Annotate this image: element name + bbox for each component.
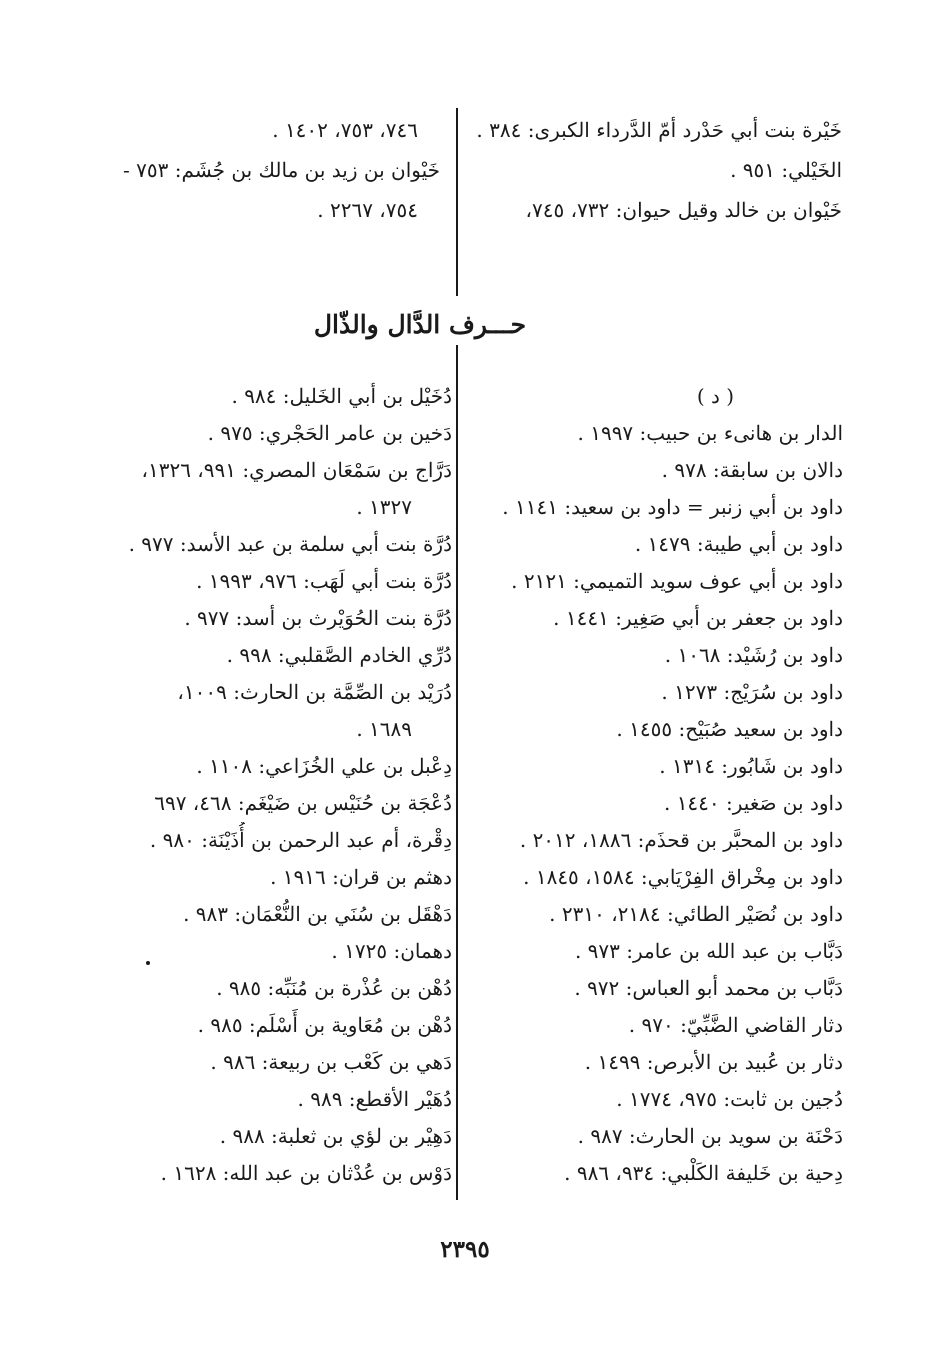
index-entry: خَيْرة بنت أبي حَدْرد أمّ الدَّرداء الكبرى: ٣٨٤ . [476, 118, 842, 142]
index-entry-continuation: ٧٤٦، ٧٥٣، ١٤٠٢ . [272, 118, 418, 142]
index-entry: دِقْرة، أم عبد الرحمن بن أُذَيْنَة: ٩٨٠ . [149, 828, 452, 852]
index-entry: دَبَّاب بن عبد الله بن عامر: ٩٧٣ . [574, 939, 843, 963]
index-entry: دَهِيْر بن لؤي بن ثعلبة: ٩٨٨ . [219, 1124, 452, 1148]
index-entry-continuation: ٧٥٤، ٢٢٦٧ . [317, 198, 418, 222]
stray-dot [146, 961, 150, 965]
main-right-column [468, 378, 843, 1192]
index-entry: داود بن نُصَيْر الطائي: ٢١٨٤، ٢٣١٠ . [549, 902, 843, 926]
index-entry: دهمان: ١٧٢٥ . [331, 939, 452, 963]
index-entry: دُرَّة بنت الحُوَيْرث بن أسد: ٩٧٧ . [184, 606, 452, 630]
index-entry: دَحْنَة بن سويد بن الحارث: ٩٨٧ . [577, 1124, 843, 1148]
index-entry: خَيْوان بن خالد وقيل حيوان: ٧٣٢، ٧٤٥، [525, 198, 842, 222]
index-entry: دهثم بن قران: ١٩١٦ . [270, 865, 452, 889]
index-entry-continuation: ١٣٢٧ . [356, 495, 412, 519]
index-entry: دِحية بن خَليفة الكَلْبي: ٩٣٤، ٩٨٦ . [564, 1161, 843, 1185]
index-entry: الدار بن هانىء بن حبيب: ١٩٩٧ . [577, 421, 843, 445]
index-entry: دَهْقَل بن سُنَي بن النُّعْمَان: ٩٨٣ . [183, 902, 452, 926]
column-divider-main [456, 345, 458, 1200]
top-right-column [470, 110, 842, 230]
index-entry: داود بن أبي زنبر = داود بن سعيد: ١١٤١ . [502, 495, 843, 519]
index-entry: الخَيْلي: ٩٥١ . [730, 158, 842, 182]
index-entry: دَرَّاج بن سَمْعَان المصري: ٩٩١، ١٣٢٦، [141, 458, 452, 482]
index-entry: دَهي بن كَعْب بن ربيعة: ٩٨٦ . [210, 1050, 452, 1074]
section-heading: حـــرف الدَّال والذّال [313, 310, 527, 339]
index-entry: داود بن سعيد صُبَيْح: ١٤٥٥ . [616, 717, 843, 741]
index-entry: دُرَيْد بن الصِّمَّة بن الحارث: ١٠٠٩، [177, 680, 452, 704]
top-left-column [60, 110, 440, 230]
index-entry: دُجين بن ثابت: ٩٧٥، ١٧٧٤ . [616, 1087, 843, 1111]
index-entry: دَخين بن عامر الحَجْري: ٩٧٥ . [207, 421, 452, 445]
index-entry: خَيْوان بن زيد بن مالك بن جُشَم: ٧٥٣ - [123, 158, 440, 182]
index-entry: دُهَيْر الأقطع: ٩٨٩ . [297, 1087, 452, 1111]
index-entry: داود بن أبي طيبة: ١٤٧٩ . [634, 532, 843, 556]
index-entry: دُرَّة بنت أبي لَهَب: ٩٧٦، ١٩٩٣ . [196, 569, 452, 593]
index-entry: دُخَيْل بن أبي الخَليل: ٩٨٤ . [231, 384, 452, 408]
index-entry: دُهْن بن مُعَاوية بن أَسْلَم: ٩٨٥ . [197, 1013, 452, 1037]
index-entry: دُعْجَة بن حُنَيْس بن ضَيْغَم: ٤٦٨، ٦٩٧ [154, 791, 452, 815]
page-number: ٢٣٩٥ [440, 1236, 490, 1263]
index-entry: داود بن المحبَّر بن قحذَم: ١٨٨٦، ٢٠١٢ . [519, 828, 843, 852]
letter-marker: ( د ) [696, 384, 735, 408]
index-entry: داود بن مِخْراق الفِرْيَابي: ١٥٨٤، ١٨٤٥ . [523, 865, 843, 889]
index-entry-continuation: ١٦٨٩ . [356, 717, 412, 741]
index-entry: داود بن سُرَيْج: ١٢٧٣ . [661, 680, 843, 704]
main-left-column [60, 378, 452, 1192]
index-entry: دثار القاضي الضَّبِّيّ: ٩٧٠ . [628, 1013, 843, 1037]
index-entry: دَبَّاب بن محمد أبو العباس: ٩٧٢ . [574, 976, 843, 1000]
index-entry: داود بن شَابُور: ١٣١٤ . [659, 754, 843, 778]
index-entry: دُرِّي الخادم الصَّقلبي: ٩٩٨ . [226, 643, 452, 667]
index-entry: داود بن صَغير: ١٤٤٠ . [663, 791, 843, 815]
index-entry: دُهْن بن عُذْرة بن مُنَبِّه: ٩٨٥ . [216, 976, 452, 1000]
index-entry: دالان بن سابقة: ٩٧٨ . [661, 458, 843, 482]
index-entry: داود بن أبي عوف سويد التميمي: ٢١٢١ . [511, 569, 843, 593]
index-entry: دَوْس بن عُدْثان بن عبد الله: ١٦٢٨ . [160, 1161, 452, 1185]
index-entry: دثار بن عُبيد بن الأبرص: ١٤٩٩ . [584, 1050, 843, 1074]
index-entry: دُرَّة بنت أبي سلمة بن عبد الأسد: ٩٧٧ . [128, 532, 452, 556]
index-entry: داود بن رُشَيْد: ١٠٦٨ . [664, 643, 843, 667]
index-entry: داود بن جعفر بن أبي صَغِير: ١٤٤١ . [553, 606, 843, 630]
index-entry: دِعْبل بن علي الخُزَاعي: ١١٠٨ . [196, 754, 452, 778]
column-divider-top [456, 108, 458, 296]
